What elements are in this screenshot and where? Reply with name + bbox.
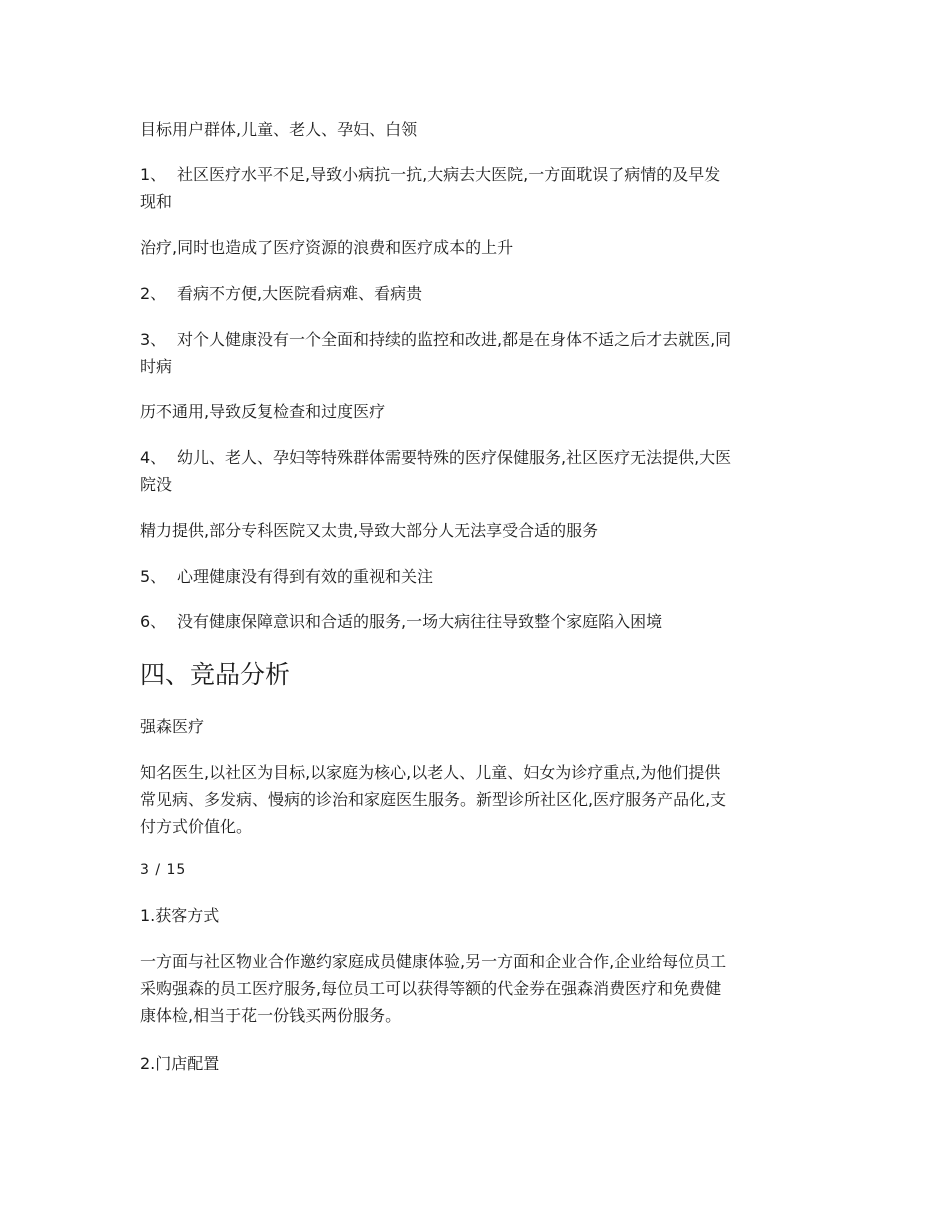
- competitor-desc-line-1: 知名医生,以社区为目标,以家庭为核心,以老人、儿童、妇女为诊疗重点,为他们提供: [140, 763, 721, 782]
- list-number: 6、: [140, 612, 167, 631]
- paragraph-line: 精力提供,部分专科医院又太贵,导致大部分人无法享受合适的服务: [140, 521, 599, 540]
- subheading-store-config: 2.门店配置: [140, 1054, 220, 1073]
- list-item-3: [140, 327, 820, 353]
- list-number: 3、: [140, 330, 167, 349]
- section-heading: 四、竞品分析: [140, 660, 291, 689]
- acquisition-line-3: 康体检,相当于花一份钱买两份服务。: [140, 1006, 402, 1025]
- list-text: 幼儿、老人、孕妇等特殊群体需要特殊的医疗保健服务,社区医疗无法提供,大医: [177, 448, 732, 467]
- acquisition-line-2: 采购强森的员工医疗服务,每位员工可以获得等额的代金券在强森消费医疗和免费健: [140, 979, 722, 998]
- list-item-4: [140, 445, 820, 471]
- list-item-4-continuation: 院没: [140, 475, 173, 494]
- competitor-name: 强森医疗: [140, 717, 205, 736]
- list-item-2: [140, 281, 820, 307]
- list-text: 没有健康保障意识和合适的服务,一场大病往往导致整个家庭陷入困境: [177, 612, 663, 631]
- competitor-desc-line-2: 常见病、多发病、慢病的诊治和家庭医生服务。新型诊所社区化,医疗服务产品化,支: [140, 790, 727, 809]
- list-number: 2、: [140, 284, 167, 303]
- target-users-line: 目标用户群体,儿童、老人、孕妇、白领: [140, 120, 418, 139]
- paragraph-line: 治疗,同时也造成了医疗资源的浪费和医疗成本的上升: [140, 238, 514, 257]
- list-item-3-continuation: 时病: [140, 357, 173, 376]
- list-number: 4、: [140, 448, 167, 467]
- paragraph-line: 历不通用,导致反复检查和过度医疗: [140, 402, 386, 421]
- list-text: 社区医疗水平不足,导致小病抗一抗,大病去大医院,一方面耽误了病情的及早发: [177, 165, 721, 184]
- acquisition-line-1: 一方面与社区物业合作邀约家庭成员健康体验,另一方面和企业合作,企业给每位员工: [140, 952, 727, 971]
- list-number: 1、: [140, 165, 167, 184]
- list-text: 看病不方便,大医院看病难、看病贵: [177, 284, 423, 303]
- list-item-5: [140, 564, 820, 590]
- list-text: 对个人健康没有一个全面和持续的监控和改进,都是在身体不适之后才去就医,同: [177, 330, 732, 349]
- list-number: 5、: [140, 567, 167, 586]
- page-number: 3 / 15: [140, 862, 187, 878]
- competitor-desc-line-3: 付方式价值化。: [140, 817, 253, 836]
- list-text: 心理健康没有得到有效的重视和关注: [177, 567, 434, 586]
- subheading-acquisition: 1.获客方式: [140, 906, 220, 925]
- list-item-1: [140, 162, 820, 188]
- list-item-6: [140, 609, 820, 635]
- list-item-1-continuation: 现和: [140, 192, 173, 211]
